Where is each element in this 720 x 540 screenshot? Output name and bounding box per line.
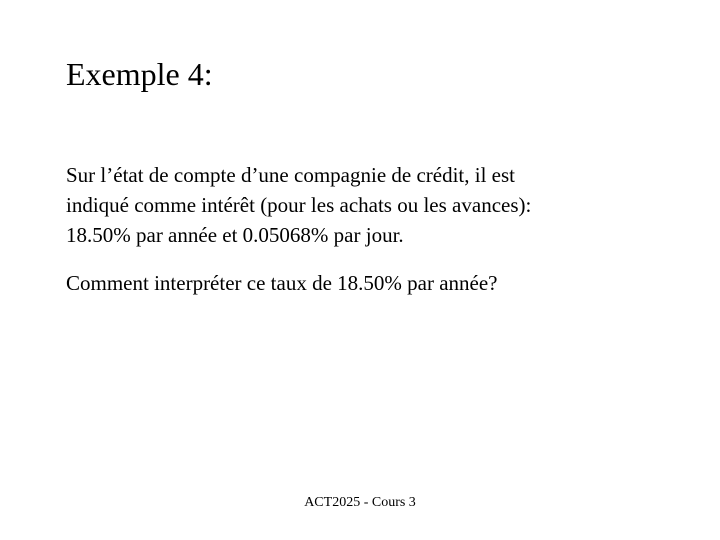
slide-title: Exemple 4:: [66, 56, 213, 92]
statement-line: Sur l’état de compte d’une compagnie de crédit, il est: [66, 163, 516, 187]
statement-paragraph: [66, 160, 666, 250]
question-paragraph: Comment interpréter ce taux de 18.50% par année?: [66, 271, 498, 295]
slide-footer: ACT2025 - Cours 3: [304, 495, 416, 510]
statement-line: 18.50% par année et 0.05068% par jour.: [66, 223, 404, 247]
slide-body: [66, 160, 666, 298]
statement-line: indiqué comme intérêt (pour les achats ou les avances):: [66, 193, 532, 217]
